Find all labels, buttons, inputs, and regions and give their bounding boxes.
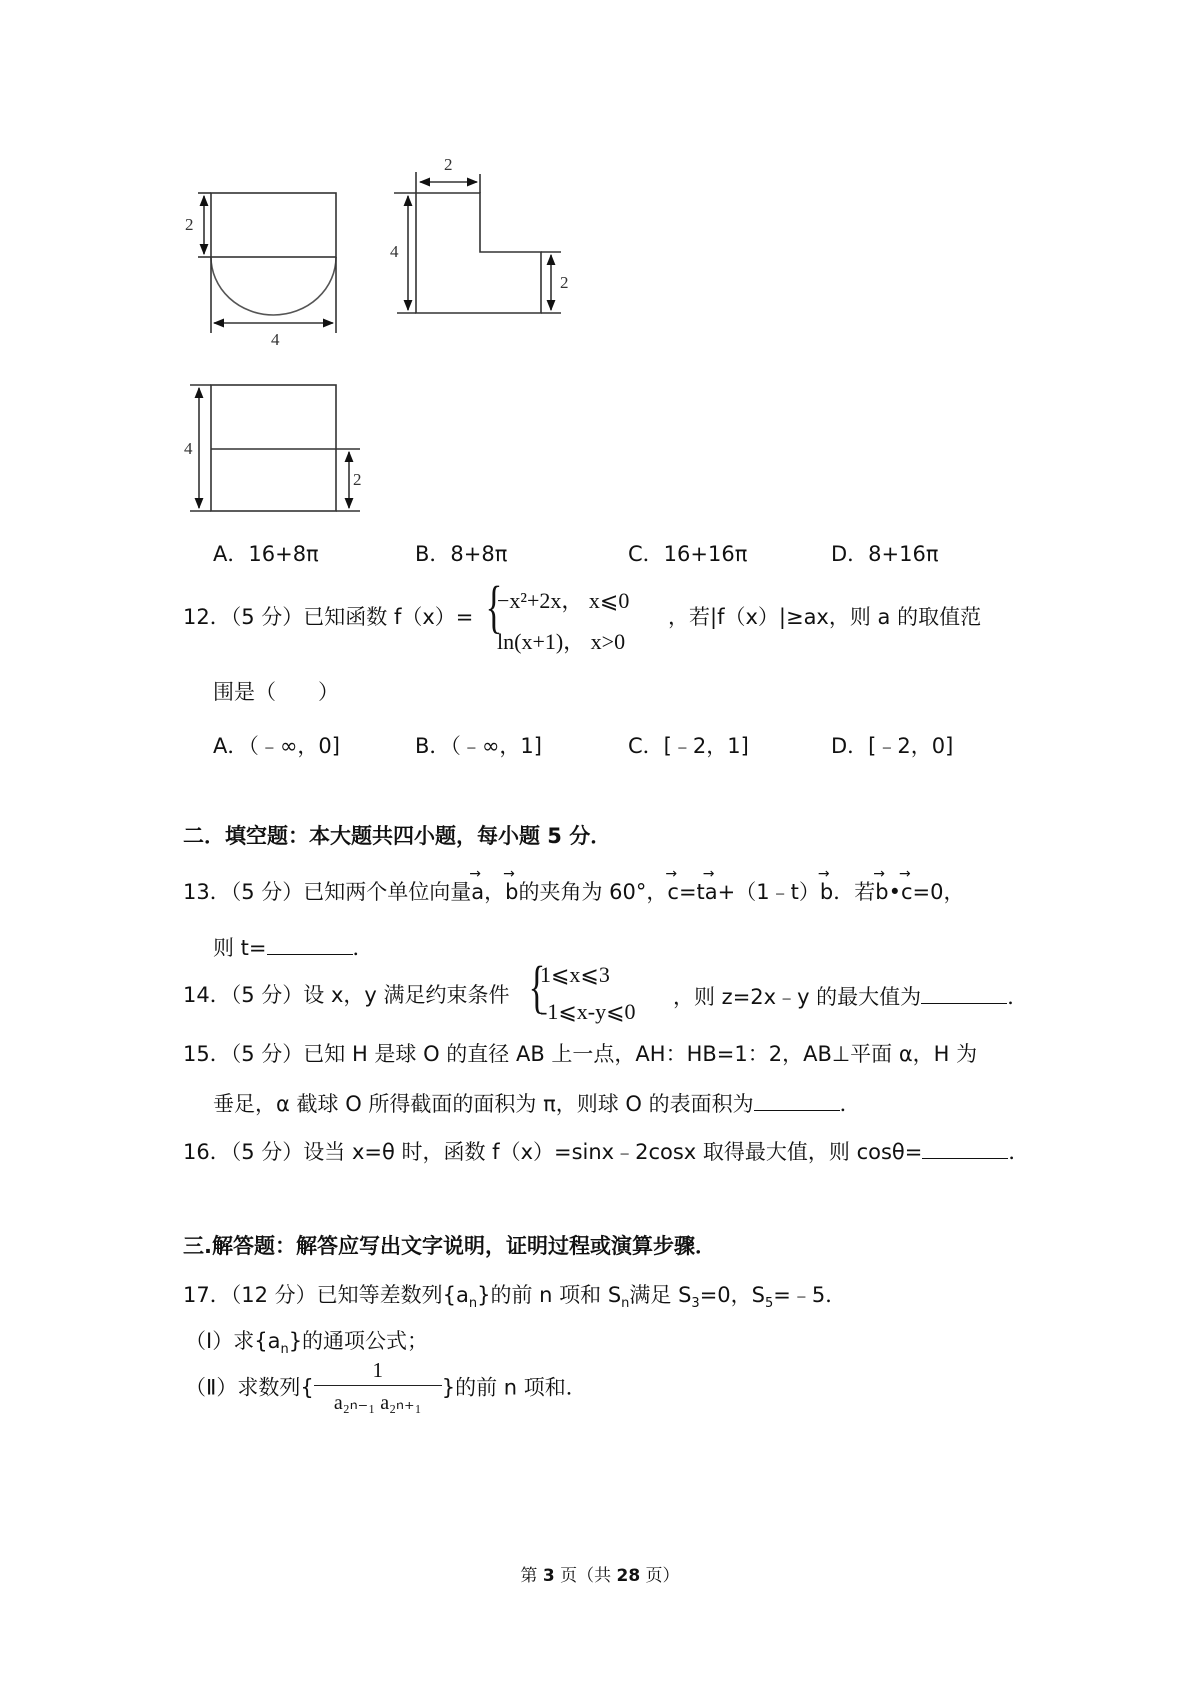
vector-a-2: → a — [705, 882, 718, 903]
q12-option-b: B．（﹣∞，1] — [415, 734, 542, 758]
q12-option-c: C．[﹣2，1] — [628, 734, 749, 758]
front-view-figure — [198, 193, 336, 333]
q14-question: 14．（5 分）设 x，y 满足约束条件 — [183, 983, 510, 1007]
answer-blank — [754, 1092, 840, 1111]
q11-option-b: B．8+8π — [415, 542, 508, 566]
side-view-label-4: 4 — [390, 242, 399, 261]
vector-c: → c — [667, 882, 679, 903]
vector-c-2: → c — [901, 882, 913, 903]
q11-option-a: A．16+8π — [213, 542, 319, 566]
q11-option-d: D．8+16π — [831, 542, 939, 566]
q14-suffix: ，则 z=2x﹣y 的最大值为 ． — [673, 985, 1029, 1009]
fraction: $\frac{1}{\text{a₂ₙ₋₁ a₂ₙ₊₁}}$ — [314, 1358, 442, 1415]
side-view-label-right-2: 2 — [560, 273, 569, 292]
q12-piecewise-brace: { — [485, 574, 503, 639]
answer-blank — [267, 936, 353, 955]
total-pages: 28 — [616, 1566, 641, 1586]
q13-question: 13．（5 分）已知两个单位向量→ a，→ b的夹角为 60°，→ c=t→ a+（1﹣t）→ b．若→ b•→ c=0， — [183, 882, 964, 903]
vector-a: → a — [471, 882, 484, 903]
q12-option-d: D．[﹣2，0] — [831, 734, 954, 758]
answer-blank — [922, 1140, 1008, 1159]
section-2-heading: 二．填空题：本大题共四小题，每小题 5 分． — [183, 824, 612, 848]
q15-line2: 垂足，α 截球 O 所得截面的面积为 π，则球 O 的表面积为 ． — [213, 1092, 861, 1116]
page-footer: 第 3 页（共 28 页） — [520, 1566, 680, 1586]
q14-constraint-2: -1⩽x-y⩽0 — [540, 999, 636, 1024]
side-view-figure — [394, 172, 561, 313]
q12-score: （5 分） — [230, 605, 304, 629]
front-view-rect — [211, 193, 336, 257]
section-3-heading: 三.解答题：解答应写出文字说明，证明过程或演算步骤． — [183, 1234, 716, 1258]
side-view-label-top-2: 2 — [444, 155, 453, 174]
q12-number: 12． — [183, 605, 231, 629]
vector-b-2: → b — [820, 882, 833, 903]
q17-part-2: （Ⅱ）求数列{ $\frac{1}{\text{a₂ₙ₋₁ a₂ₙ₊₁}}$ }的前 n 项和． — [185, 1358, 587, 1414]
side-view-outline — [416, 193, 541, 313]
q12-line2: 围是（ ） — [213, 680, 339, 704]
q12-piece-1: −x²+2x， x⩽0 — [497, 588, 630, 613]
three-view-figures — [0, 0, 600, 530]
q13-line2: 则 t= ． — [213, 936, 374, 960]
q14-constraint-1: 1⩽x⩽3 — [540, 962, 610, 987]
q17-part-1: （Ⅰ）求$\{a_n\}$的通项公式； — [185, 1329, 429, 1358]
q16-question: 16．（5 分）设当 x=θ 时，函数 f（x）=sinx﹣2cosx 取得最大值，则 cosθ= ． — [183, 1140, 1030, 1164]
top-view-rect — [211, 385, 336, 511]
front-view-label-4: 4 — [271, 330, 280, 349]
q17-question: 17．（12 分）已知等差数列$\{a_n\}$的前 n 项和 $S_n$满足 $S_3=0$，$S_5=﹣5$． — [183, 1283, 847, 1312]
q15-line1: 15．（5 分）已知 H 是球 O 的直径 AB 上一点，AH：HB=1：2，AB⊥平面 α，H 为 — [183, 1042, 978, 1066]
q12-piece-2: ln(x+1)， x>0 — [497, 629, 626, 654]
top-view-label-4: 4 — [184, 439, 193, 458]
top-view-figure — [190, 385, 360, 511]
q14-constraint-brace: { — [528, 954, 546, 1019]
answer-blank — [921, 985, 1007, 1004]
front-view-label-2: 2 — [185, 215, 194, 234]
q12-suffix: ，若|f（x）|≥ax，则 a 的取值范 — [668, 605, 982, 629]
q12-question: 12．（5 分）已知函数 f（x）= — [183, 605, 474, 629]
top-view-label-2: 2 — [353, 470, 362, 489]
vector-b: → b — [505, 882, 518, 903]
q11-option-c: C．16+16π — [628, 542, 748, 566]
vector-b-3: → b — [875, 882, 888, 903]
current-page: 3 — [542, 1566, 555, 1586]
q12-option-a: A．（﹣∞，0] — [213, 734, 340, 758]
front-view-semicircle — [211, 257, 336, 315]
